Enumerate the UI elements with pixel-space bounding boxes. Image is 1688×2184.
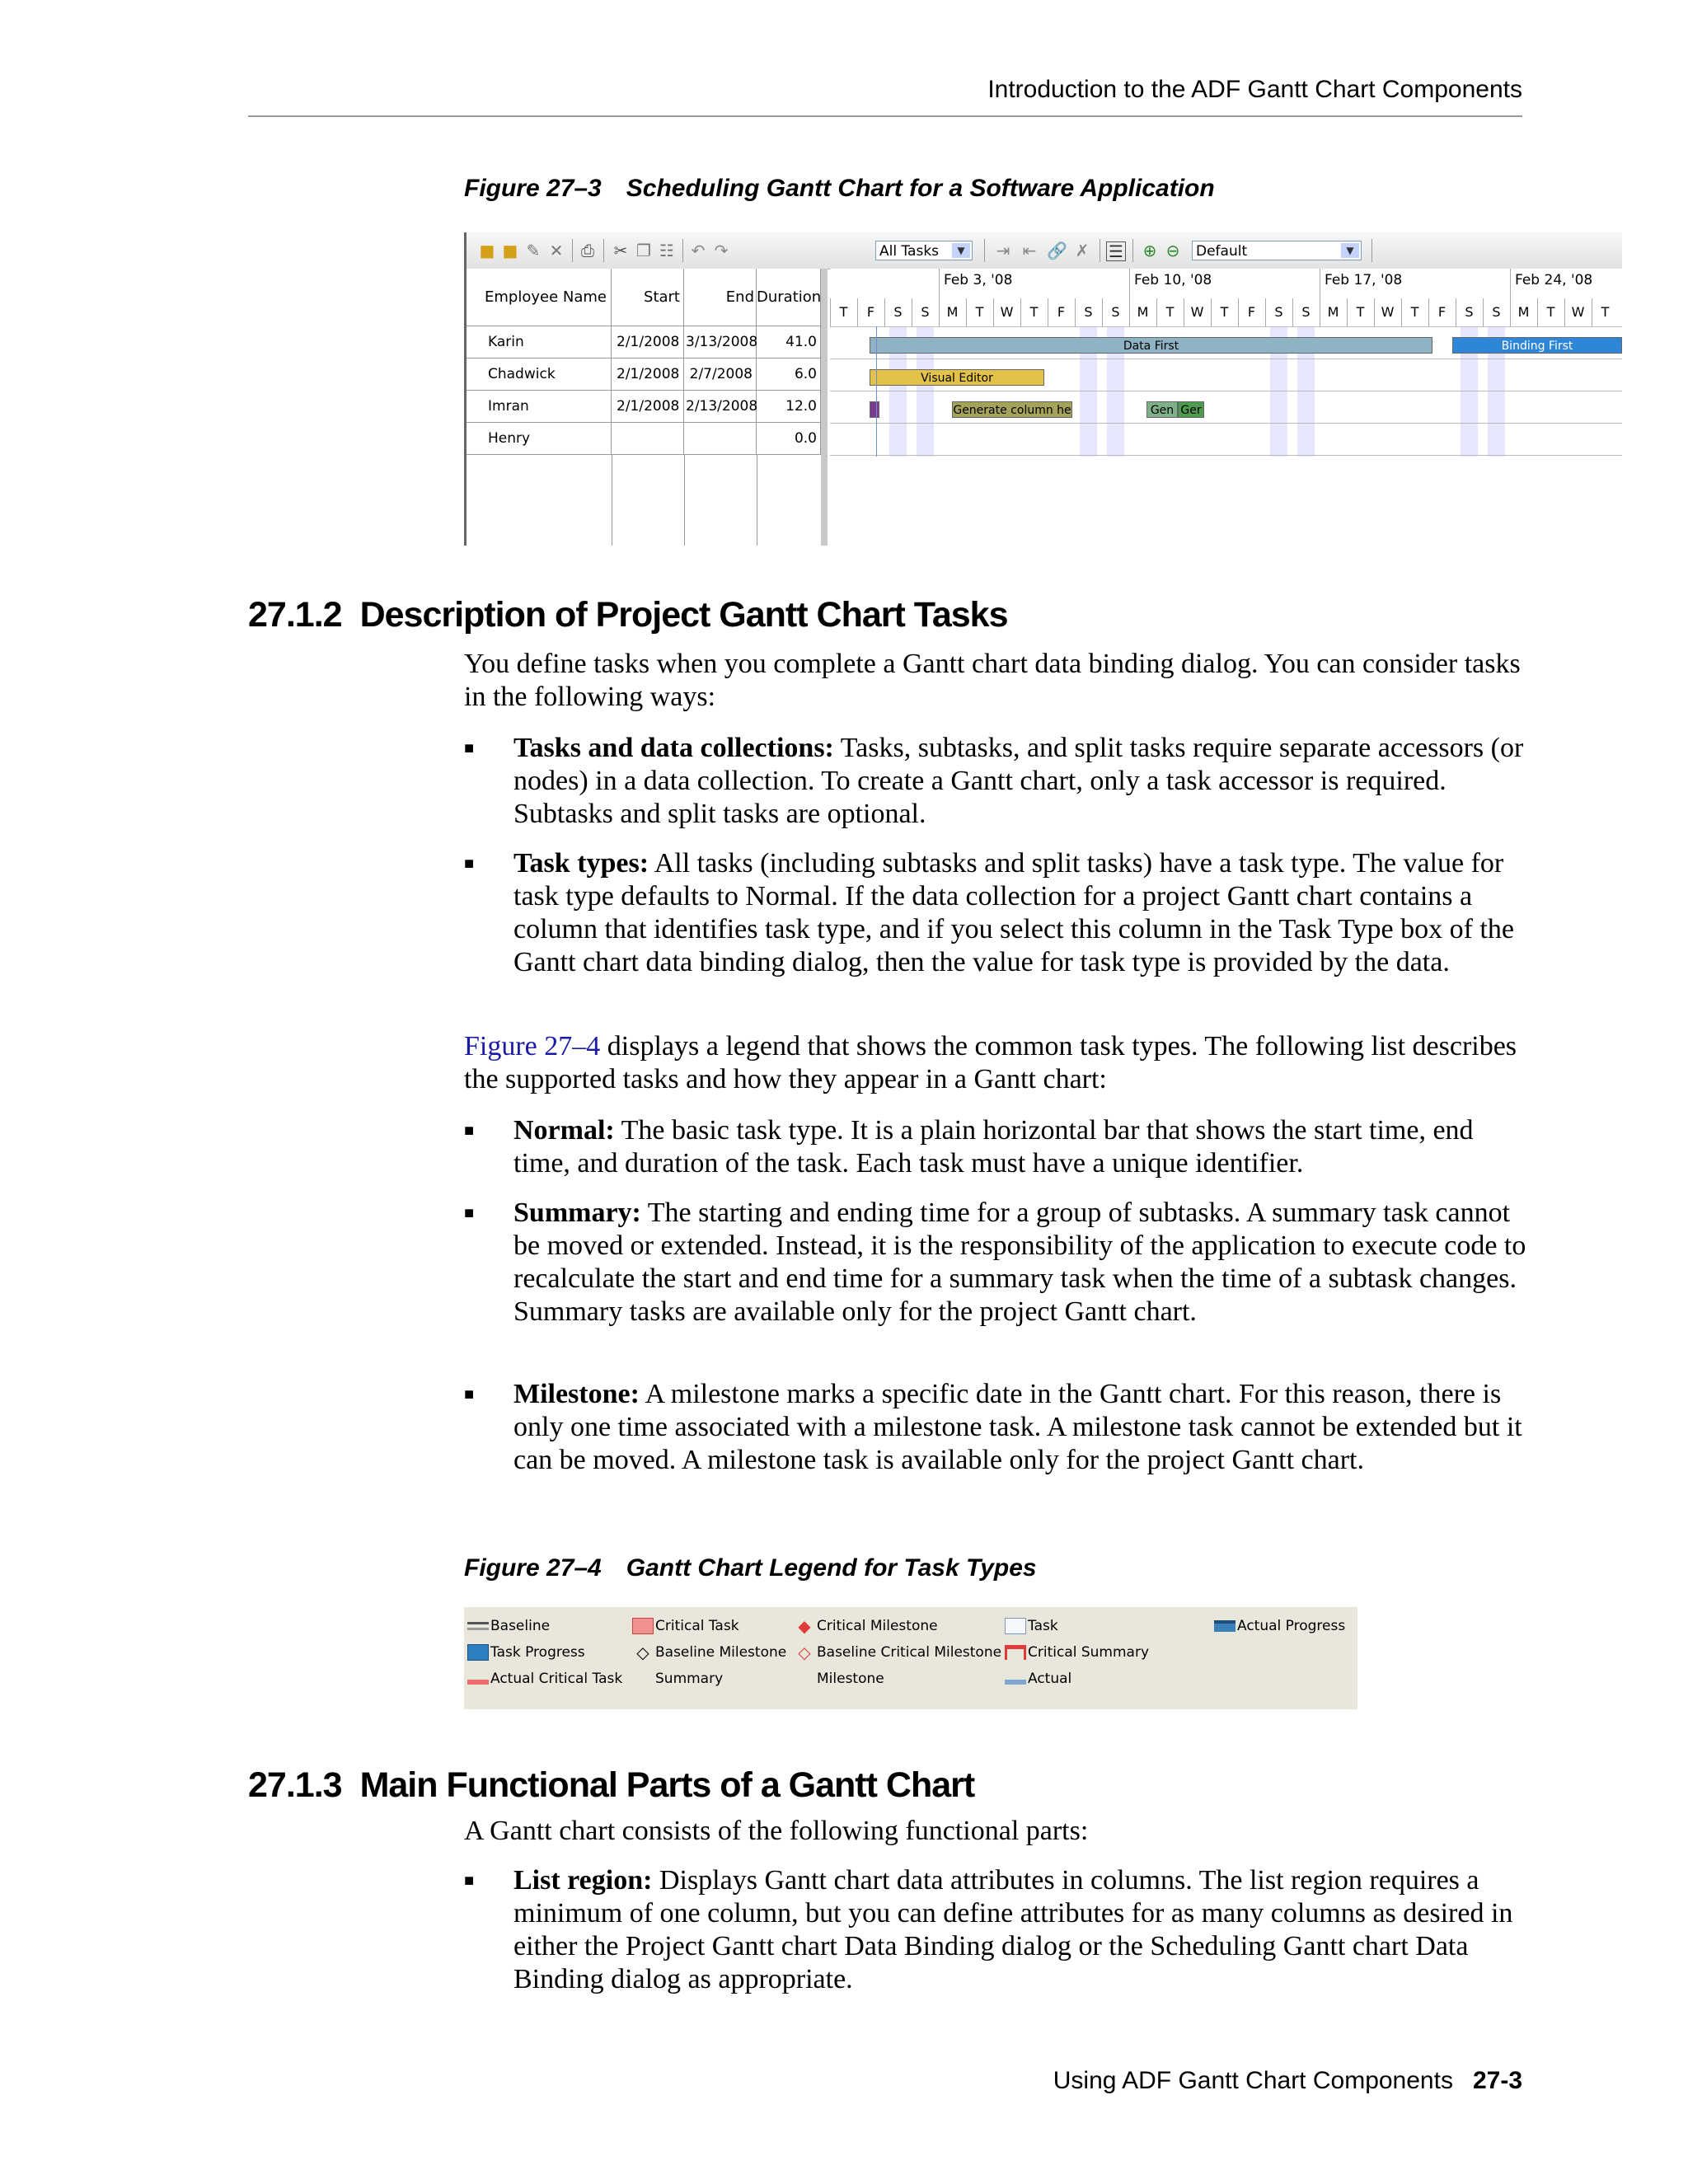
day-label: T	[1592, 298, 1618, 326]
legend-item-task-progress	[467, 1643, 585, 1661]
bullet-square-icon: ■	[464, 739, 475, 757]
column-header-duration[interactable]: Duration	[757, 269, 821, 326]
week-divider	[939, 269, 940, 298]
day-label: S	[1102, 298, 1128, 326]
section-heading-27-1-2	[248, 595, 1008, 635]
list-cell-end[interactable]: 2/7/2008	[684, 359, 757, 391]
summary-swatch-icon	[632, 1671, 654, 1687]
task-type-legend	[464, 1607, 1357, 1709]
milestone-swatch-icon	[794, 1671, 815, 1687]
page-footer	[1053, 2067, 1522, 2095]
bullet-item	[464, 732, 1527, 831]
bullet-term: Milestone:	[513, 1379, 640, 1409]
section-title: Description of Project Gantt Chart Tasks	[359, 595, 1008, 635]
section-title: Main Functional Parts of a Gantt Chart	[359, 1765, 975, 1805]
column-divider	[684, 455, 685, 546]
chevron-down-icon[interactable]: ▼	[1341, 243, 1359, 258]
task-bar-milestone[interactable]	[870, 401, 879, 418]
toolbar-separator	[984, 239, 985, 262]
day-label: T	[1211, 298, 1237, 326]
bullet-item	[464, 1114, 1527, 1180]
bullet-term: Task types:	[513, 848, 649, 879]
bullet-text: A milestone marks a specific date in the Gantt chart. For this reason, there is only one time associated with a milestone task. A milestone task cannot be extended but it can be moved. A milestone task is available only for the project Gantt chart.	[513, 1379, 1522, 1475]
day-label: M	[1320, 298, 1346, 326]
legend-item-actual-progress	[1214, 1617, 1345, 1635]
figure-number: Figure 27–4	[464, 1554, 602, 1582]
actual-progress-swatch-icon	[1214, 1620, 1236, 1632]
current-date-line	[876, 326, 877, 457]
new-task-icon[interactable]: ■	[479, 241, 495, 260]
week-label: Feb 10, '08	[1134, 272, 1212, 288]
day-label: M	[1510, 298, 1536, 326]
legend-label: Critical Milestone	[817, 1618, 938, 1634]
list-cell-start[interactable]	[612, 423, 684, 455]
outdent-icon[interactable]: ⇤	[1022, 241, 1037, 260]
legend-label: Baseline Milestone	[655, 1644, 787, 1661]
bullet-square-icon: ■	[464, 855, 475, 873]
column-header-start[interactable]: Start	[612, 269, 684, 326]
list-cell-start[interactable]: 2/1/2008	[612, 391, 684, 423]
figure-27-4-caption	[464, 1554, 1037, 1582]
bullet-square-icon: ■	[464, 1122, 475, 1140]
week-label: Feb 24, '08	[1515, 272, 1593, 288]
figure-link[interactable]: Figure 27–4	[464, 1031, 601, 1062]
toolbar-separator	[1132, 239, 1133, 262]
task-bar-generate-column[interactable]: Generate column he	[952, 401, 1072, 418]
day-label: M	[1129, 298, 1156, 326]
figure-title: Gantt Chart Legend for Task Types	[626, 1554, 1037, 1582]
list-cell-end[interactable]: 2/13/2008	[684, 391, 757, 423]
legend-label: Milestone	[817, 1671, 884, 1687]
day-label: S	[912, 298, 938, 326]
section-number: 27.1.2	[248, 595, 342, 635]
baseline-swatch-icon	[467, 1622, 489, 1630]
day-label: T	[1401, 298, 1428, 326]
bullet-term: Normal:	[513, 1115, 615, 1146]
bullet-square-icon: ■	[464, 1872, 475, 1890]
bullet-text: Tasks, subtasks, and split tasks require separate accessors (or nodes) in a data collection. To create a Gantt chart, only a task accessor is required. Subtasks and split tasks are optional.	[513, 733, 1524, 829]
bullet-term: Summary:	[513, 1197, 641, 1228]
day-label: T	[966, 298, 992, 326]
legend-item-baseline-critical-milestone	[794, 1643, 1001, 1661]
baseline-critical-milestone-diamond-icon: ◇	[798, 1643, 811, 1662]
day-label: W	[993, 298, 1020, 326]
week-label: Feb 17, '08	[1325, 272, 1403, 288]
day-label: F	[1428, 298, 1455, 326]
list-cell-start[interactable]: 2/1/2008	[612, 326, 684, 359]
section-number: 27.1.3	[248, 1765, 342, 1805]
legend-label: Summary	[655, 1671, 724, 1687]
figure-27-3-caption	[464, 175, 1215, 203]
week-divider	[1510, 269, 1511, 298]
day-label: T	[1537, 298, 1564, 326]
list-cell-duration[interactable]: 12.0	[757, 391, 821, 423]
list-cell-name[interactable]: Chadwick	[467, 359, 612, 391]
list-cell-name[interactable]: Imran	[467, 391, 612, 423]
task-filter-value: All Tasks	[879, 243, 940, 260]
task-bar-gen[interactable]: Gen	[1146, 401, 1178, 418]
legend-intro-paragraph	[464, 1030, 1527, 1096]
day-label: T	[1156, 298, 1183, 326]
row-gridline	[830, 423, 1622, 424]
paste-icon[interactable]: ☷	[659, 241, 674, 260]
list-cell-start[interactable]: 2/1/2008	[612, 359, 684, 391]
unlink-icon[interactable]: ✗	[1075, 241, 1090, 260]
bullet-item	[464, 1864, 1527, 1996]
list-cell-duration[interactable]: 6.0	[757, 359, 821, 391]
list-icon[interactable]: ☰	[1106, 241, 1126, 261]
toolbar-separator	[682, 239, 683, 262]
list-cell-name[interactable]: Karin	[467, 326, 612, 359]
section-intro: A Gantt chart consists of the following functional parts:	[464, 1816, 1089, 1846]
bullet-text: All tasks (including subtasks and split tasks) have a task type. The value for task type defaults to Normal. If the data collection for a project Gantt chart contains a column that identifies task type, and if you select this column in the Task Type box of the Gantt chart data binding dialog, then the value for task type is provided by the data.	[513, 848, 1514, 977]
day-label: S	[1456, 298, 1482, 326]
list-cell-name[interactable]: Henry	[467, 423, 612, 455]
day-label: T	[1347, 298, 1373, 326]
view-select[interactable]	[1192, 241, 1362, 260]
day-label: F	[1048, 298, 1074, 326]
toolbar-separator	[572, 239, 573, 262]
task-bar-data-first[interactable]: Data First	[870, 337, 1432, 354]
copy-icon[interactable]: ❐	[636, 241, 651, 260]
bullet-text: The starting and ending time for a group of subtasks. A summary task cannot be moved or extended. Instead, it is the responsibility of the application to execute code to recalculate the start and end time for a summary task when the time of a subtask changes. Summary tasks are available only for the project Gantt chart.	[513, 1197, 1526, 1327]
baseline-milestone-diamond-icon: ◇	[636, 1643, 649, 1662]
legend-item-baseline	[467, 1617, 550, 1635]
day-label: W	[1184, 298, 1210, 326]
gantt-list-region	[467, 269, 828, 546]
legend-item-actual	[1005, 1670, 1071, 1688]
critical-task-swatch-icon	[632, 1618, 654, 1634]
task-swatch-icon	[1005, 1618, 1026, 1634]
week-divider	[1129, 269, 1130, 298]
delete-icon[interactable]: ✕	[549, 241, 564, 260]
zoom-out-icon[interactable]: ⊖	[1165, 241, 1180, 260]
legend-item-critical-summary	[1005, 1643, 1149, 1661]
row-gridline	[830, 326, 1622, 327]
bullet-term: List region:	[513, 1865, 653, 1896]
day-label: F	[1238, 298, 1264, 326]
list-cell-duration[interactable]: 0.0	[757, 423, 821, 455]
column-header-end[interactable]: End	[684, 269, 757, 326]
legend-label: Critical Task	[655, 1618, 739, 1634]
day-label: S	[1265, 298, 1292, 326]
section-intro: You define tasks when you complete a Gantt chart data binding dialog. You can consider tasks in the following ways:	[464, 649, 1521, 712]
legend-label: Actual Critical Task	[490, 1671, 623, 1687]
legend-item-actual-critical-task	[467, 1670, 622, 1688]
column-header-employee[interactable]: Employee Name	[467, 269, 612, 326]
figure-title: Scheduling Gantt Chart for a Software Application	[626, 175, 1215, 202]
day-label: W	[1374, 298, 1400, 326]
toolbar-separator	[603, 239, 604, 262]
week-label: Feb 3, '08	[944, 272, 1013, 288]
actual-critical-task-swatch-icon	[467, 1673, 489, 1685]
edit-icon[interactable]: ✎	[526, 241, 541, 260]
legend-item-milestone	[794, 1670, 884, 1688]
bullet-text: The basic task type. It is a plain horizontal bar that shows the start time, end time, and duration of the task. Each task must have a unique identifier.	[513, 1115, 1474, 1179]
header-rule	[248, 115, 1522, 117]
redo-icon[interactable]: ↷	[714, 241, 729, 260]
gantt-toolbar	[467, 232, 1622, 269]
legend-item-critical-milestone	[794, 1617, 938, 1635]
list-cell-duration[interactable]: 41.0	[757, 326, 821, 359]
list-cell-end[interactable]: 3/13/2008	[684, 326, 757, 359]
task-bar-visual-editor[interactable]: Visual Editor	[870, 369, 1044, 386]
figure-number: Figure 27–3	[464, 175, 602, 202]
day-label: M	[939, 298, 965, 326]
critical-milestone-diamond-icon: ◆	[798, 1616, 811, 1636]
legend-label: Critical Summary	[1028, 1644, 1150, 1661]
day-label: S	[1483, 298, 1509, 326]
task-progress-swatch-icon	[467, 1644, 489, 1661]
day-label: T	[830, 298, 856, 326]
footer-title: Using ADF Gantt Chart Components	[1053, 2067, 1453, 2094]
link-icon[interactable]: 🔗	[1047, 241, 1067, 260]
legend-item-task	[1005, 1617, 1058, 1635]
print-icon[interactable]: ⎙	[581, 241, 594, 260]
undo-icon[interactable]: ↶	[691, 241, 706, 260]
task-bar-ger[interactable]: Ger	[1178, 401, 1204, 418]
legend-label: Baseline Critical Milestone	[817, 1644, 1002, 1661]
day-label: S	[1292, 298, 1319, 326]
chevron-down-icon[interactable]: ▼	[952, 243, 970, 258]
bullet-square-icon: ■	[464, 1385, 475, 1404]
legend-item-summary	[632, 1670, 723, 1688]
page-number: 27-3	[1472, 2067, 1522, 2094]
actual-swatch-icon	[1005, 1673, 1026, 1685]
legend-label: Actual Progress	[1237, 1618, 1346, 1634]
row-gridline	[830, 455, 1622, 456]
paragraph-text: displays a legend that shows the common task types. The following list describes the supported tasks and how they appear in a Gantt chart:	[464, 1031, 1517, 1094]
indent-icon[interactable]: ⇥	[996, 241, 1010, 260]
cut-icon[interactable]: ✂	[613, 241, 628, 260]
bullet-item	[464, 1378, 1527, 1477]
day-label: S	[1075, 298, 1101, 326]
legend-label: Task Progress	[490, 1644, 585, 1661]
task-bar-binding-first[interactable]: Binding First	[1452, 337, 1622, 354]
scheduling-gantt-screenshot	[464, 232, 1622, 546]
bullet-square-icon: ■	[464, 1204, 475, 1222]
view-select-value: Default	[1196, 243, 1248, 260]
legend-item-critical-task	[632, 1617, 739, 1635]
legend-label: Baseline	[490, 1618, 551, 1634]
legend-label: Actual	[1028, 1671, 1072, 1687]
section-heading-27-1-3	[248, 1765, 974, 1806]
day-label: F	[857, 298, 884, 326]
zoom-in-icon[interactable]: ⊕	[1142, 241, 1157, 260]
gantt-chart-region	[830, 269, 1622, 546]
legend-label: Task	[1028, 1618, 1058, 1634]
day-label: W	[1564, 298, 1591, 326]
bullet-text: Displays Gantt chart data attributes in columns. The list region requires a minimum of one column, but you can define attributes for as many columns as desired in either the Project Gantt chart Data Binding dialog or the Scheduling Gantt chart Data Binding dialog as appropriate.	[513, 1865, 1513, 1994]
bullet-term: Tasks and data collections:	[513, 733, 834, 763]
running-header: Introduction to the ADF Gantt Chart Components	[987, 76, 1522, 103]
legend-item-baseline-milestone	[632, 1643, 786, 1661]
list-cell-end[interactable]	[684, 423, 757, 455]
critical-summary-swatch-icon	[1005, 1645, 1026, 1660]
day-label: S	[884, 298, 911, 326]
bullet-item	[464, 847, 1527, 979]
bullet-item	[464, 1197, 1527, 1329]
new-milestone-icon[interactable]: ■	[502, 241, 518, 260]
day-label: T	[1020, 298, 1047, 326]
task-filter-select[interactable]	[875, 241, 973, 260]
